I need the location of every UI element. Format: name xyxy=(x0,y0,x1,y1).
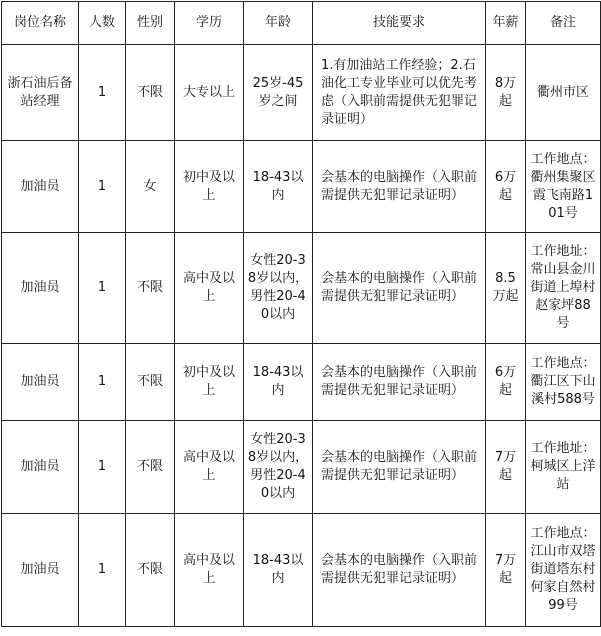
cell-skills: 会基本的电脑操作（入职前需提供无犯罪记录证明） xyxy=(313,141,486,233)
header-count: 人数 xyxy=(79,2,126,45)
cell-education: 高中及以上 xyxy=(175,421,244,514)
cell-position: 加油员 xyxy=(2,233,79,344)
cell-age: 18-43以内 xyxy=(244,514,313,627)
table-row xyxy=(2,233,601,344)
cell-gender: 不限 xyxy=(126,421,175,514)
recruitment-table-container xyxy=(1,1,600,634)
header-remark: 备注 xyxy=(526,2,601,45)
table-row xyxy=(2,141,601,233)
table-row xyxy=(2,421,601,514)
header-salary: 年薪 xyxy=(486,2,526,45)
cell-remark: 工作地点：衢江区下山溪村588号 xyxy=(526,344,601,421)
cell-skills: 会基本的电脑操作（入职前需提供无犯罪记录证明） xyxy=(313,421,486,514)
cell-remark: 工作地点：江山市双塔街道塔东村何家自然村99号 xyxy=(526,514,601,627)
cell-gender: 不限 xyxy=(126,45,175,141)
cell-age: 18-43以内 xyxy=(244,344,313,421)
cell-education: 大专以上 xyxy=(175,45,244,141)
cell-count: 1 xyxy=(79,421,126,514)
cell-position: 加油员 xyxy=(2,514,79,627)
cell-gender: 不限 xyxy=(126,233,175,344)
header-skills: 技能要求 xyxy=(313,2,486,45)
cell-age: 25岁-45岁之间 xyxy=(244,45,313,141)
cell-gender: 女 xyxy=(126,141,175,233)
cell-age: 女性20-38岁以内，男性20-40以内 xyxy=(244,233,313,344)
cell-salary: 7万起 xyxy=(486,421,526,514)
header-position: 岗位名称 xyxy=(2,2,79,45)
cell-education: 初中及以上 xyxy=(175,344,244,421)
table-row xyxy=(2,45,601,141)
cell-salary: 6万起 xyxy=(486,344,526,421)
header-education: 学历 xyxy=(175,2,244,45)
cell-salary: 7万起 xyxy=(486,514,526,627)
cell-salary: 8万起 xyxy=(486,45,526,141)
cell-salary: 8.5万起 xyxy=(486,233,526,344)
cell-position: 加油员 xyxy=(2,421,79,514)
cell-position: 加油员 xyxy=(2,344,79,421)
cell-count: 1 xyxy=(79,141,126,233)
cell-position: 加油员 xyxy=(2,141,79,233)
cell-count: 1 xyxy=(79,233,126,344)
cell-gender: 不限 xyxy=(126,514,175,627)
header-age: 年龄 xyxy=(244,2,313,45)
cell-remark: 衢州市区 xyxy=(526,45,601,141)
cell-remark: 工作地点：衢州集聚区霞飞南路101号 xyxy=(526,141,601,233)
cell-position: 浙石油后备站经理 xyxy=(2,45,79,141)
cell-education: 高中及以上 xyxy=(175,514,244,627)
cell-remark: 工作地址：柯城区上洋站 xyxy=(526,421,601,514)
cell-education: 高中及以上 xyxy=(175,233,244,344)
recruitment-table xyxy=(1,1,601,627)
cell-gender: 不限 xyxy=(126,344,175,421)
cell-remark: 工作地址：常山县金川街道上埠村赵家坪88号 xyxy=(526,233,601,344)
cell-count: 1 xyxy=(79,344,126,421)
table-header-row xyxy=(2,2,601,45)
cell-age: 18-43以内 xyxy=(244,141,313,233)
cell-count: 1 xyxy=(79,45,126,141)
cell-age: 女性20-38岁以内，男性20-40以内 xyxy=(244,421,313,514)
cell-skills: 会基本的电脑操作（入职前需提供无犯罪记录证明） xyxy=(313,344,486,421)
table-row xyxy=(2,344,601,421)
cell-skills: 会基本的电脑操作（入职前需提供无犯罪记录证明） xyxy=(313,514,486,627)
header-gender: 性别 xyxy=(126,2,175,45)
table-row xyxy=(2,514,601,627)
cell-salary: 6万起 xyxy=(486,141,526,233)
cell-education: 初中及以上 xyxy=(175,141,244,233)
cell-count: 1 xyxy=(79,514,126,627)
cell-skills: 会基本的电脑操作（入职前需提供无犯罪记录证明） xyxy=(313,233,486,344)
cell-skills: 1.有加油站工作经验；2.石油化工专业毕业可以优先考虑（入职前需提供无犯罪记录证明） xyxy=(313,45,486,141)
